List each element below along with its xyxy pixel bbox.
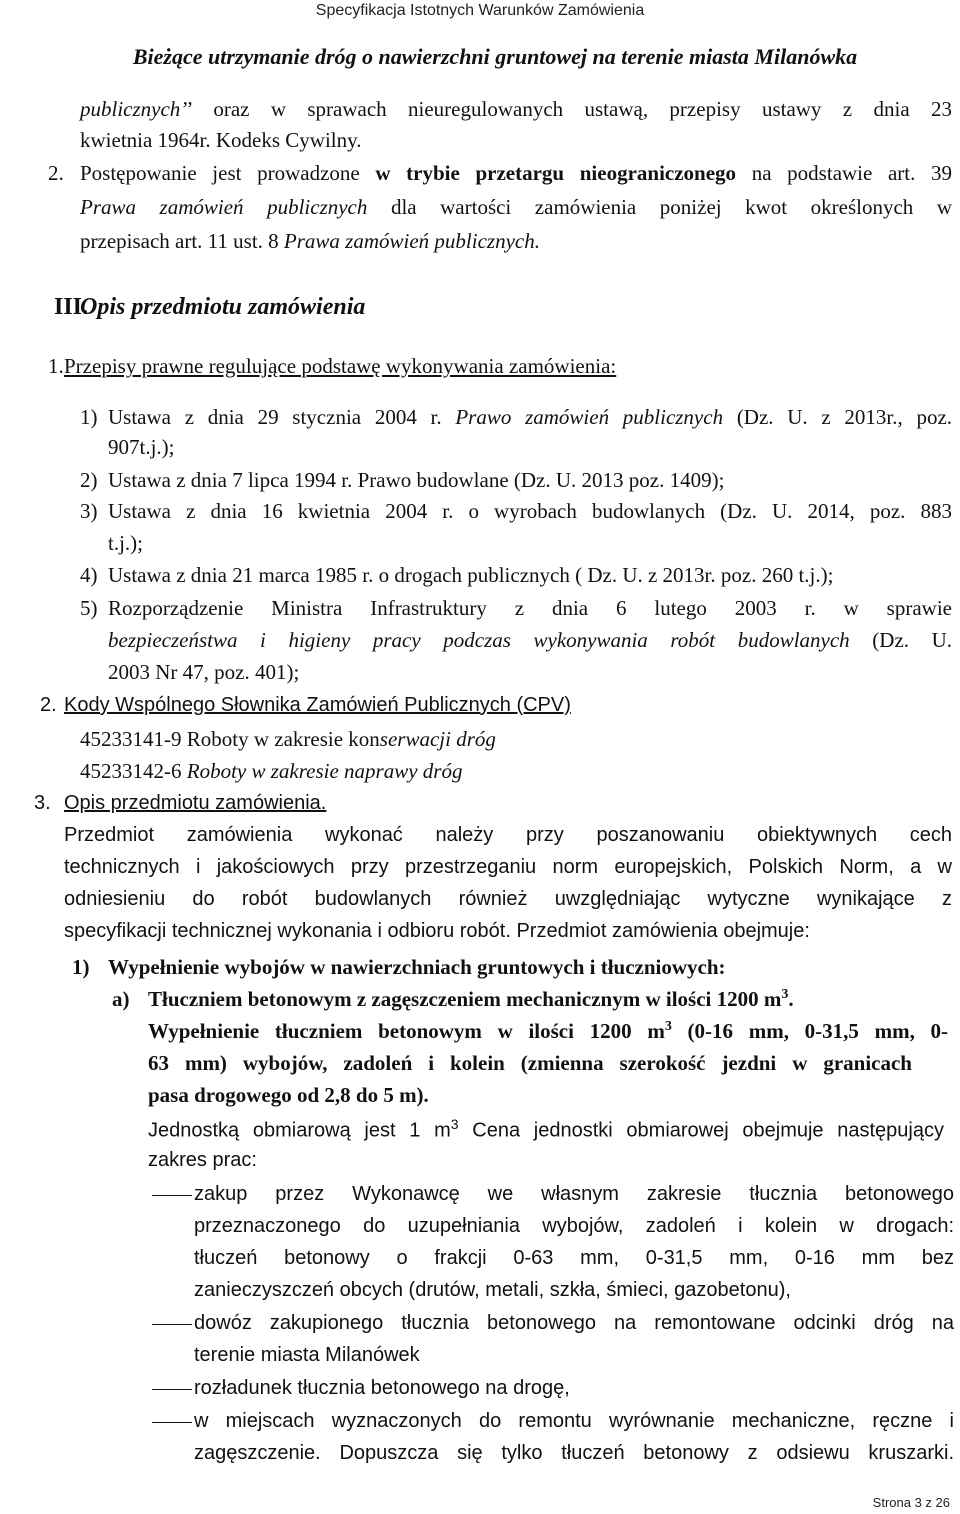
work-item-4-line-1: w miejscach wyznaczonych do remontu wyrównanie mechaniczne, ręczne i (194, 1410, 954, 1432)
legal-basis-heading: Przepisy prawne regulujące podstawę wykonywania zamówienia: (64, 354, 617, 378)
cpv-heading: Kody Wspólnego Słownika Zamówień Publicznych (CPV) (64, 694, 571, 716)
section-title: Opis przedmiotu zamówienia (80, 294, 366, 320)
legal-item-1-cont: 907t.j.); (108, 435, 175, 459)
scope-heading: Opis przedmiotu zamówienia. (64, 792, 327, 814)
document-title: Bieżące utrzymanie dróg o nawierzchni gruntowej na terenie miasta Milanówka (132, 44, 858, 69)
scope-paragraph-line-2: technicznych i jakościowych przy przestrzeganiu norm europejskich, Polskich Norm, a w (64, 856, 952, 878)
scope-paragraph-line-4: specyfikacji technicznej wykonania i odbioru robót. Przedmiot zamówienia obejmuje: (64, 920, 810, 942)
list-number: 3) (80, 499, 98, 523)
scope-item-1: Wypełnienie wybojów w nawierzchniach gruntowych i tłuczniowych: (108, 955, 726, 979)
subsection-number: 1. (48, 354, 64, 378)
scope-subitem-a-line-1: Tłuczniem betonowym z zagęszczeniem mechanicznym w ilości 1200 $m^3$. (148, 987, 794, 1011)
work-item-1-line-2: przeznaczonego do uzupełniania wybojów, zadoleń i kolein w drogach: (194, 1215, 954, 1237)
section-number: III. (54, 294, 89, 320)
paragraph-number: 2. (48, 161, 64, 185)
cpv-code-1: 45233141-9 Roboty w zakresie konserwacji dróg (80, 727, 496, 751)
list-number: 1) (80, 405, 98, 429)
spec-header: Specyfikacja Istotnych Warunków Zamówienia (315, 2, 645, 19)
work-item-1-line-4: zanieczyszczeń obcych (drutów, metali, szkła, śmieci, gazobetonu), (194, 1279, 791, 1301)
dash-bullet (152, 1389, 192, 1390)
subsection-number: 2. (40, 694, 57, 716)
scope-paragraph-line-3: odniesieniu do robót budowlanych również uwzględniając wytyczne wynikające z (64, 888, 952, 910)
legal-item-2: Ustawa z dnia 7 lipca 1994 r. Prawo budowlane (Dz. U. 2013 poz. 1409); (108, 468, 725, 492)
scope-item-number: 1) (72, 955, 90, 979)
unit-line-1: Jednostką obmiarową jest 1 $m^3$ Cena jednostki obmiarowej obejmuje następujący (148, 1116, 944, 1142)
work-item-2-line-1: dowóz zakupionego tłucznia betonowego na remontowane odcinki dróg na (194, 1312, 954, 1334)
list-number: 4) (80, 563, 98, 587)
work-item-2-line-2: terenie miasta Milanówek (194, 1344, 420, 1366)
scope-subitem-a-line-4: pasa drogowego od 2,8 do 5 m). (148, 1083, 429, 1107)
procedure-line-2: Prawa zamówień publicznych dla wartości zamówienia poniżej kwot określonych w (80, 195, 953, 219)
work-item-1-line-3: tłuczeń betonowy o frakcji 0-63 mm, 0-31,5 mm, 0-16 mm bez (194, 1247, 954, 1269)
subsection-number: 3. (34, 792, 51, 814)
legal-item-4: Ustawa z dnia 21 marca 1985 r. o drogach publicznych ( Dz. U. z 2013r. poz. 260 t.j.); (108, 563, 834, 587)
work-item-3-line-1: rozładunek tłucznia betonowego na drogę, (194, 1377, 570, 1399)
scope-paragraph-line-1: Przedmiot zamówienia wykonać należy przy poszanowaniu obiektywnych cech (64, 824, 952, 846)
work-item-4-line-2: zagęszczenie. Dopuszcza się tylko tłuczeń betonowy z odsiewu kruszarki. (194, 1442, 954, 1464)
dash-bullet (152, 1422, 192, 1423)
scope-subitem-letter: a) (112, 987, 130, 1011)
procedure-line-3: przepisach art. 11 ust. 8 Prawa zamówień publicznych. (80, 229, 540, 253)
work-item-1-line-1: zakup przez Wykonawcę we własnym zakresie tłucznia betonowego (194, 1183, 954, 1205)
legal-item-3-cont: t.j.); (108, 531, 143, 555)
procedure-line-1: Postępowanie jest prowadzone w trybie przetargu nieograniczonego na podstawie art. 39 (80, 161, 953, 185)
dash-bullet (152, 1195, 192, 1196)
legal-item-5-line-2: bezpieczeństwa i higieny pracy podczas wykonywania robót budowlanych (Dz. U. (108, 628, 953, 652)
legal-item-1: Ustawa z dnia 29 stycznia 2004 r. Prawo zamówień publicznych (Dz. U. z 2013r., poz. (108, 405, 953, 429)
page-number: Strona 3 z 26 (872, 1495, 950, 1510)
scope-subitem-a-line-3: 63 mm) wybojów, zadoleń i kolein (zmienna szerokość jezdni w granicach (148, 1051, 912, 1075)
intro-line-2: kwietnia 1964r. Kodeks Cywilny. (80, 128, 362, 152)
legal-item-3: Ustawa z dnia 16 kwietnia 2004 r. o wyrobach budowlanych (Dz. U. 2014, poz. 883 (108, 499, 952, 523)
list-number: 5) (80, 596, 98, 620)
legal-item-5-cont: 2003 Nr 47, poz. 401); (108, 660, 300, 684)
cpv-code-2: 45233142-6 Roboty w zakresie naprawy dróg (80, 759, 463, 783)
legal-item-5: Rozporządzenie Ministra Infrastruktury z dnia 6 lutego 2003 r. w sprawie (108, 596, 952, 620)
dash-bullet (152, 1324, 192, 1325)
unit-line-2: zakres prac: (148, 1149, 257, 1171)
list-number: 2) (80, 468, 98, 492)
scope-subitem-a-line-2: Wypełnienie tłuczniem betonowym w ilości 1200 $m^3$ (0-16 mm, 0-31,5 mm, 0- (148, 1019, 949, 1043)
intro-line-1: publicznych’’ oraz w sprawach nieuregulowanych ustawą, przepisy ustawy z dnia 23 (80, 97, 952, 121)
